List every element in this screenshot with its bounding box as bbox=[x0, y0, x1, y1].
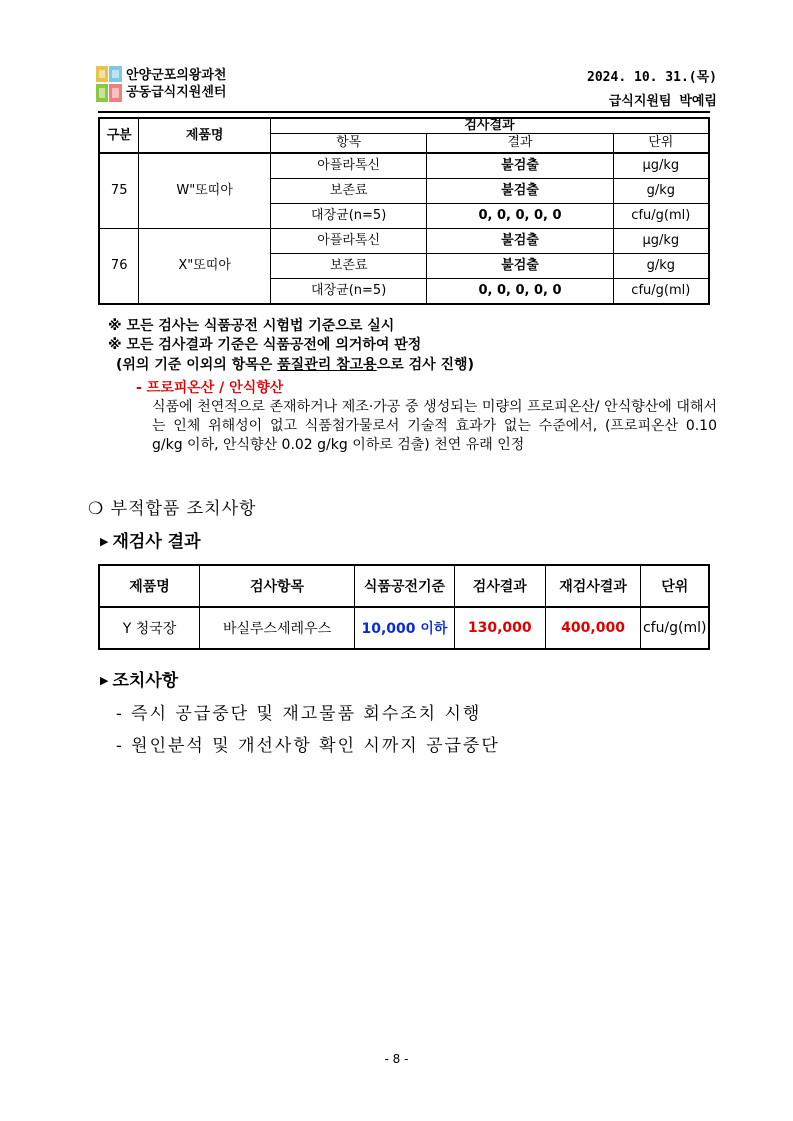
table-row bbox=[99, 229, 709, 254]
note-test-method: ※ 모든 검사는 식품공전 시험법 기준으로 실시 bbox=[108, 318, 395, 334]
cell-result: 불검출 bbox=[427, 153, 613, 179]
header-unit: 단위 bbox=[613, 134, 709, 154]
note-reference-underline: 품질관리 참고용 bbox=[277, 357, 377, 373]
cell-retest-result: 400,000 bbox=[545, 607, 641, 649]
action-item: - 원인분석 및 개선사항 확인 시까지 공급중단 bbox=[116, 736, 500, 756]
cell-test-item: 바실루스세레우스 bbox=[199, 607, 354, 649]
header-result-group: 검사결과 bbox=[270, 118, 709, 134]
cell-unit: cfu/g(ml) bbox=[613, 204, 709, 229]
section-title: 부적합품 조치사항 bbox=[110, 499, 257, 519]
actions-heading-label: 조치사항 bbox=[112, 671, 179, 691]
table-row bbox=[99, 607, 709, 649]
header-standard: 식품공전기준 bbox=[355, 565, 455, 607]
cell-unit: g/kg bbox=[613, 254, 709, 279]
document-author: 급식지원팀 박예림 bbox=[608, 94, 717, 109]
cell-unit: μg/kg bbox=[613, 229, 709, 254]
header-product: 제품명 bbox=[99, 565, 199, 607]
cell-item: 보존료 bbox=[270, 179, 426, 204]
circle-bullet-icon: ❍ bbox=[88, 499, 105, 519]
header-product: 제품명 bbox=[139, 118, 271, 153]
note-preservative-heading: - 프로피온산 / 안식향산 bbox=[136, 380, 284, 396]
cell-standard: 10,000 이하 bbox=[355, 607, 455, 649]
retest-result-table bbox=[98, 564, 710, 650]
page-number: - 8 - bbox=[384, 1052, 409, 1066]
note-preservative-paragraph: 식품에 천연적으로 존재하거나 제조·가공 중 생성되는 미량의 프로피온산/ 안식향산에 대해서는 인체 위해성이 없고 식품첨가물로서 기술적 효과가 없는 수준에서, (프로피온산 0.10 g/kg 이하, 안식향산 0.02 g/kg 이하로 검출) 천연 유래 인정 bbox=[152, 399, 717, 453]
cell-item: 대장균(n=5) bbox=[270, 204, 426, 229]
actions-heading bbox=[100, 666, 178, 691]
retest-heading bbox=[100, 527, 201, 552]
header-retest-result: 재검사결과 bbox=[545, 565, 641, 607]
cell-item: 아플라톡신 bbox=[270, 229, 426, 254]
cell-unit: μg/kg bbox=[613, 153, 709, 179]
note-judgement: ※ 모든 검사결과 기준은 식품공전에 의거하여 판정 bbox=[108, 337, 422, 353]
action-item: - 즉시 공급중단 및 재고물품 회수조치 시행 bbox=[116, 704, 482, 724]
triangle-bullet-icon: ▶ bbox=[100, 674, 109, 687]
row-product: W"또띠아 bbox=[139, 153, 271, 229]
header-unit: 단위 bbox=[641, 565, 709, 607]
note-reference-pre: (위의 기준 이외의 항목은 bbox=[116, 357, 278, 373]
header-category: 구분 bbox=[99, 118, 139, 153]
cell-item: 대장균(n=5) bbox=[270, 279, 426, 305]
document-date: 2024. 10. 31.(목) bbox=[587, 70, 717, 85]
row-number: 75 bbox=[99, 153, 139, 229]
org-name-line2: 공동급식지원센터 bbox=[126, 85, 227, 100]
header-divider bbox=[98, 111, 710, 113]
cell-result: 0, 0, 0, 0, 0 bbox=[427, 279, 613, 305]
cell-result: 0, 0, 0, 0, 0 bbox=[427, 204, 613, 229]
header-item: 항목 bbox=[270, 134, 426, 154]
note-reference-post: 으로 검사 진행) bbox=[376, 357, 474, 373]
note-reference bbox=[116, 356, 474, 374]
triangle-bullet-icon: ▶ bbox=[100, 535, 109, 548]
cell-result: 130,000 bbox=[454, 607, 545, 649]
cell-unit: cfu/g(ml) bbox=[641, 607, 709, 649]
cell-result: 불검출 bbox=[427, 229, 613, 254]
inspection-result-table bbox=[98, 117, 710, 305]
row-product: X"또띠아 bbox=[139, 229, 271, 305]
cell-result: 불검출 bbox=[427, 179, 613, 204]
header-result: 결과 bbox=[427, 134, 613, 154]
section-nonconformance bbox=[88, 494, 256, 519]
org-name-line1: 안양군포의왕과천 bbox=[126, 68, 227, 83]
cell-product: Y 청국장 bbox=[99, 607, 199, 649]
cell-item: 아플라톡신 bbox=[270, 153, 426, 179]
cell-result: 불검출 bbox=[427, 254, 613, 279]
cell-unit: cfu/g(ml) bbox=[613, 279, 709, 305]
row-number: 76 bbox=[99, 229, 139, 305]
cell-unit: g/kg bbox=[613, 179, 709, 204]
table-row bbox=[99, 153, 709, 179]
header-result: 검사결과 bbox=[454, 565, 545, 607]
center-logo bbox=[96, 66, 122, 102]
retest-heading-label: 재검사 결과 bbox=[112, 532, 201, 552]
cell-item: 보존료 bbox=[270, 254, 426, 279]
header-test-item: 검사항목 bbox=[199, 565, 354, 607]
